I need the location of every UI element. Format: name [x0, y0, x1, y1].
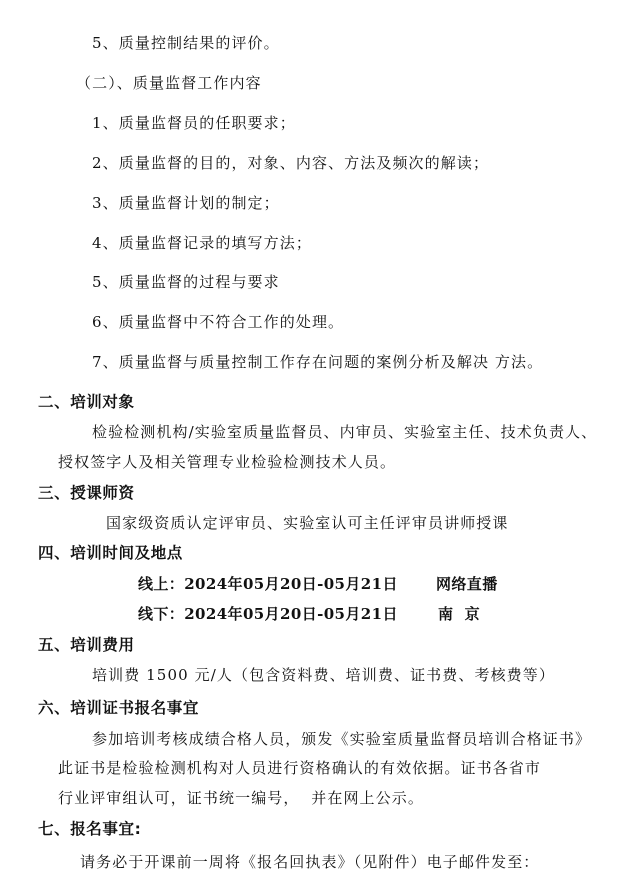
section-3-line-1: 国家级资质认定评审员、实验室认可主任评审员讲师授课: [106, 514, 509, 532]
section-5-line-1: 培训费 1500 元/人（包含资料费、培训费、证书费、考核费等）: [92, 666, 555, 684]
supervision-item-1: 1、质量监督员的任职要求；: [92, 114, 296, 132]
section-3-heading: 三、授课师资: [38, 484, 135, 502]
supervision-item-3: 3、质量监督计划的制定；: [92, 194, 280, 212]
supervision-item-7: 7、质量监督与质量控制工作存在问题的案例分析及解决 方法。: [92, 353, 544, 371]
section-6-line-2: 此证书是检验检测机构对人员进行资格确认的有效依据。证书各省市: [58, 759, 542, 777]
offline-place: 南 京: [438, 605, 481, 623]
section-6-line-3: 行业评审组认可，证书统一编号， 并在网上公示。: [58, 789, 424, 807]
supervision-item-4: 4、质量监督记录的填写方法；: [92, 234, 312, 252]
online-date: 线上：2024年05月20日-05月21日: [138, 575, 398, 593]
section-2-heading: 二、培训对象: [38, 393, 135, 411]
online-place: 网络直播: [436, 575, 498, 593]
qc-item-5: 5、质量控制结果的评价。: [92, 34, 280, 52]
supervision-heading: （二）、质量监督工作内容: [76, 74, 262, 92]
section-7-line-1: 请务必于开课前一周将《报名回执表》（见附件）电子邮件发至：: [80, 853, 540, 871]
section-6-line-1: 参加培训考核成绩合格人员，颁发《实验室质量监督员培训合格证书》: [92, 730, 592, 748]
section-4-heading: 四、培训时间及地点: [38, 544, 183, 562]
supervision-item-5: 5、质量监督的过程与要求: [92, 273, 280, 291]
section-5-heading: 五、培训费用: [38, 636, 135, 654]
section-7-heading: 七、报名事宜:: [38, 820, 142, 838]
section-6-heading: 六、培训证书报名事宜: [38, 699, 200, 717]
supervision-item-6: 6、质量监督中不符合工作的处理。: [92, 313, 345, 331]
section-2-line-2: 授权签字人及相关管理专业检验检测技术人员。: [58, 453, 397, 471]
supervision-item-2: 2、质量监督的目的，对象、内容、方法及频次的解读；: [92, 154, 490, 172]
offline-date: 线下：2024年05月20日-05月21日: [138, 605, 398, 623]
section-2-line-1: 检验检测机构/实验室质量监督员、内审员、实验室主任、技术负责人、: [92, 423, 598, 441]
